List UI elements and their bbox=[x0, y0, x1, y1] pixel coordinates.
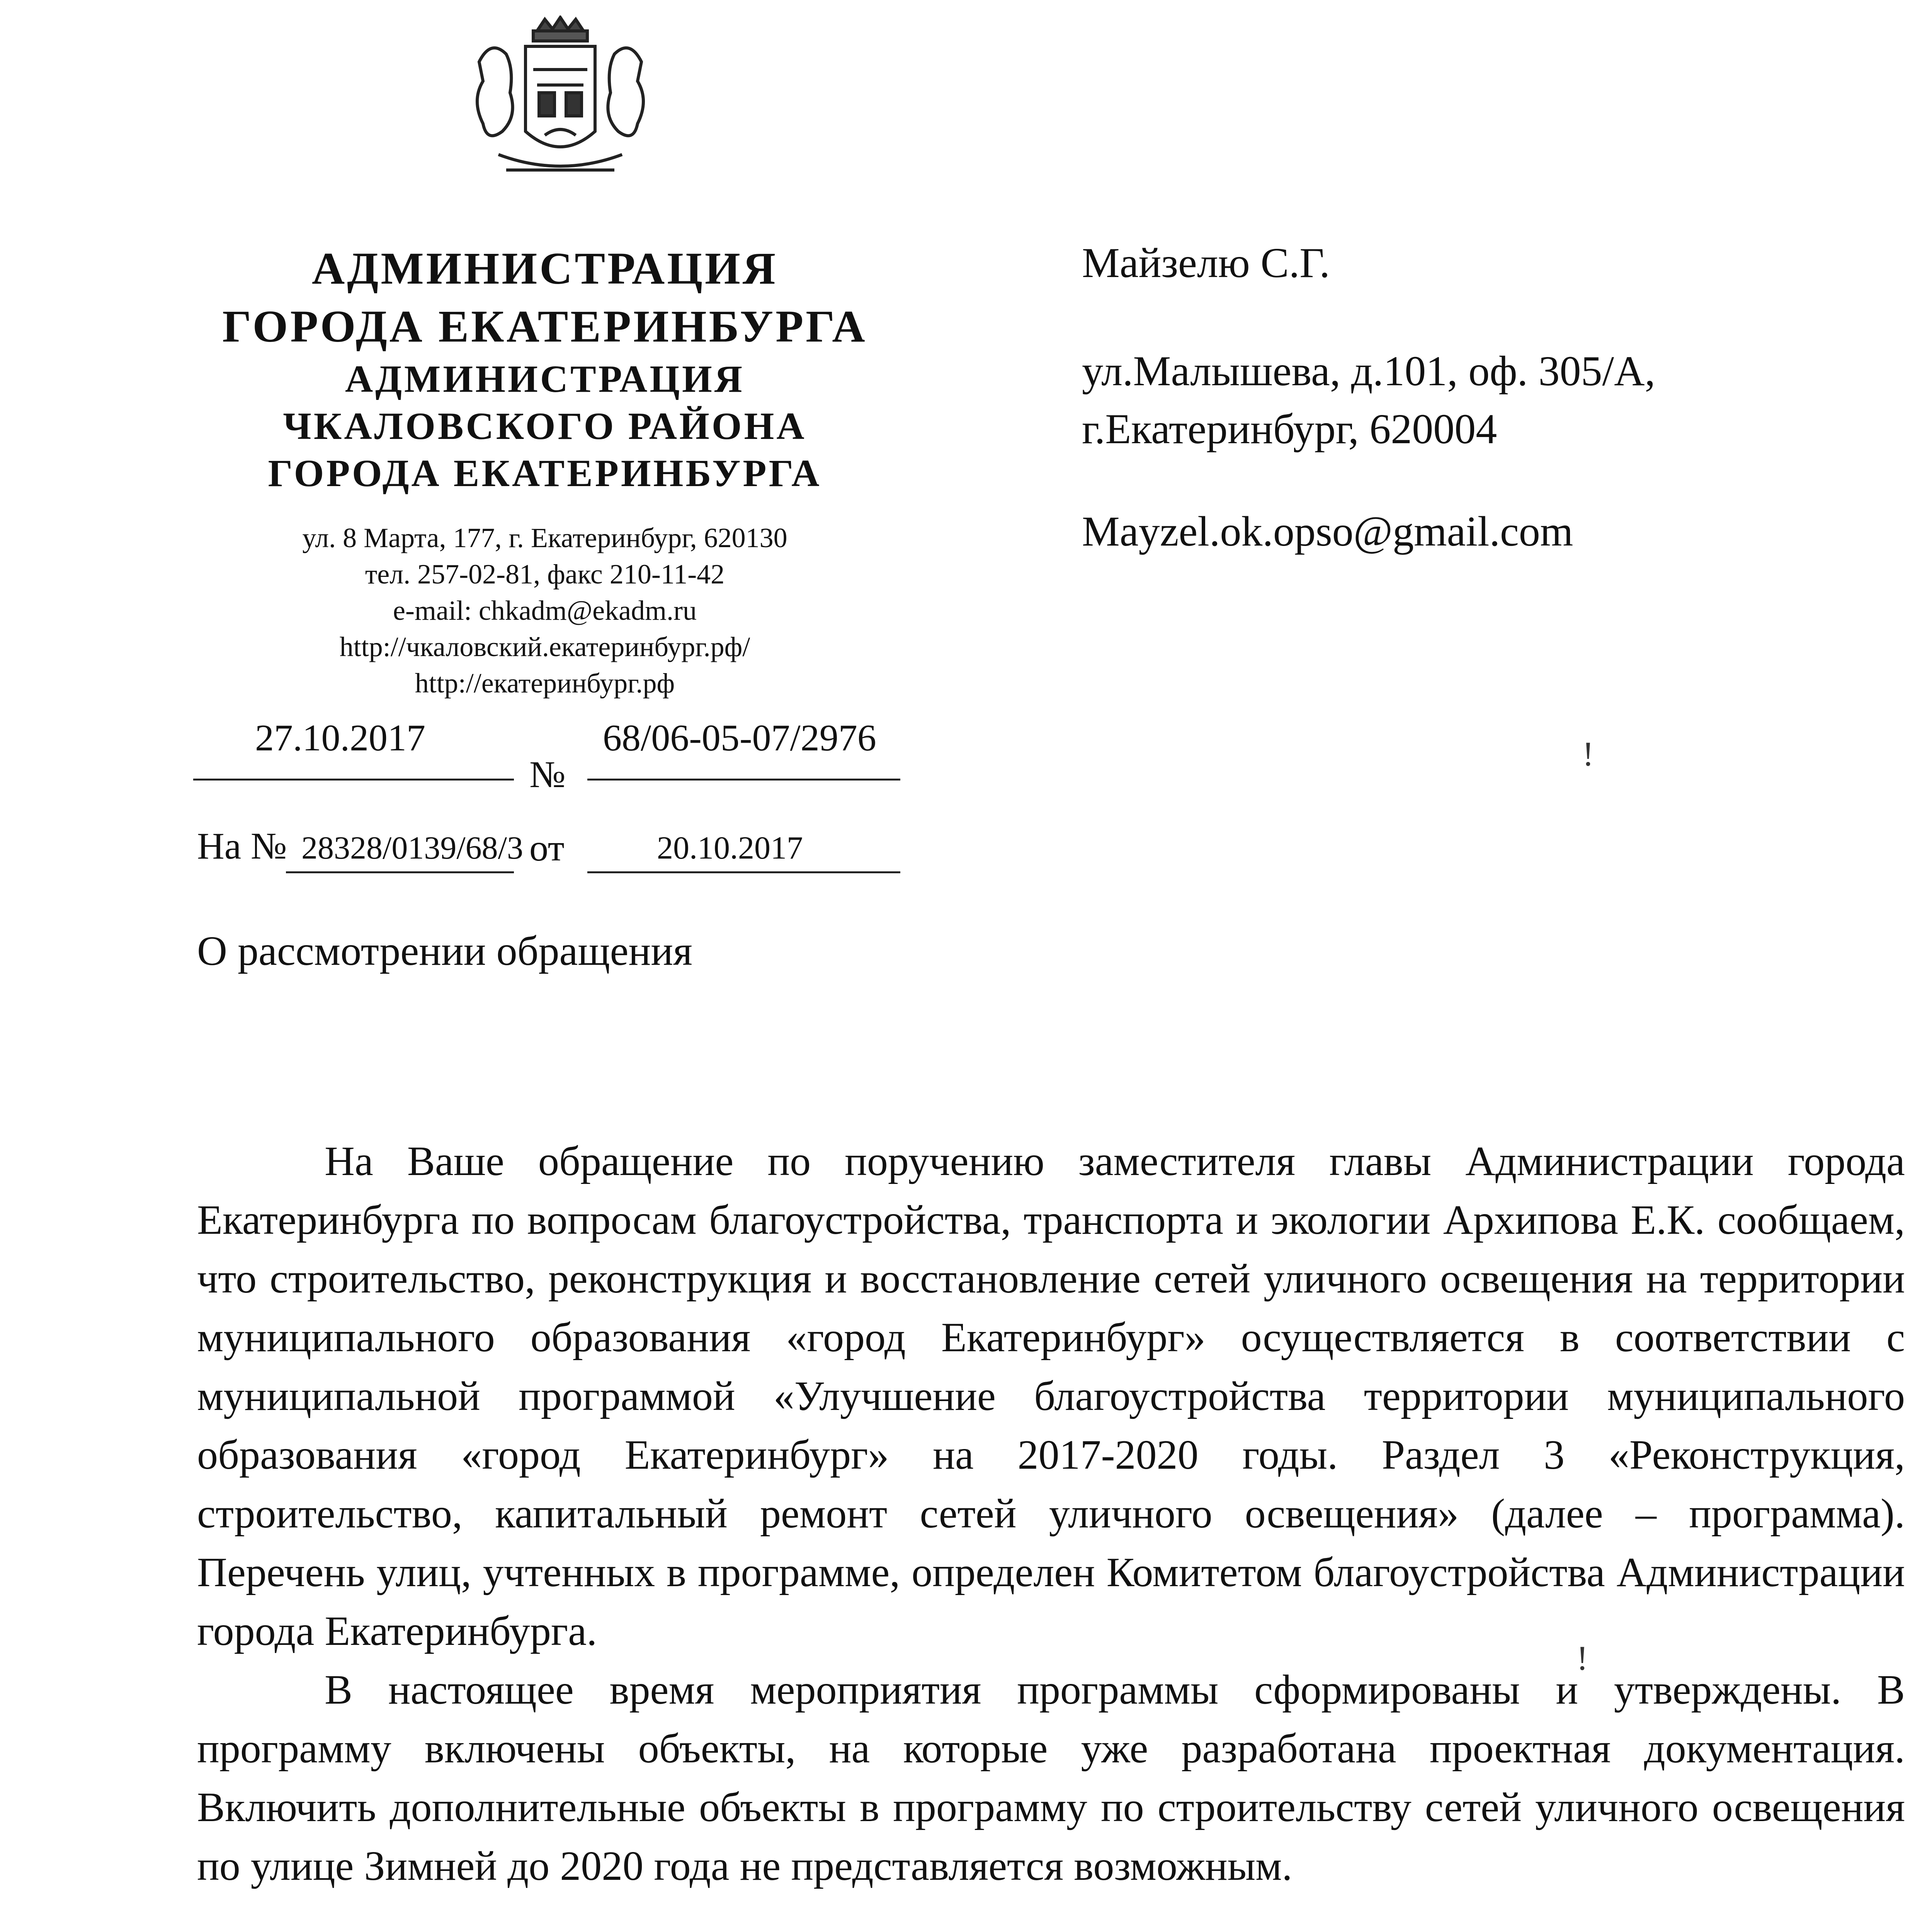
number-sign: № bbox=[529, 754, 566, 796]
contact-email: e-mail: chkadm@ekadm.ru bbox=[393, 595, 697, 626]
suborg-title bbox=[185, 355, 904, 497]
coat-of-arms-emblem bbox=[456, 15, 665, 209]
contact-phone: тел. 257-02-81, факс 210-11-42 bbox=[365, 559, 725, 590]
org-line: ГОРОДА ЕКАТЕРИНБУРГА bbox=[222, 301, 867, 352]
contact-address: ул. 8 Марта, 177, г. Екатеринбург, 620130 bbox=[302, 522, 787, 553]
contact-district-site: http://чкаловский.екатеринбург.рф/ bbox=[339, 631, 750, 662]
recipient-city: г.Екатеринбург, 620004 bbox=[1082, 405, 1497, 452]
letter-subject: О рассмотрении обращения bbox=[197, 928, 692, 974]
org-line: АДМИНИСТРАЦИЯ bbox=[311, 243, 778, 294]
outgoing-date: 27.10.2017 bbox=[255, 717, 425, 759]
outgoing-number: 68/06-05-07/2976 bbox=[603, 717, 876, 759]
date-underline bbox=[193, 779, 514, 781]
tick-mark: ! bbox=[1582, 735, 1594, 773]
reply-from-label: от bbox=[529, 827, 565, 869]
recipient-name: Майзелю С.Г. bbox=[1082, 239, 1330, 286]
reply-number-underline bbox=[286, 871, 514, 873]
recipient-street: ул.Малышева, д.101, оф. 305/А, bbox=[1082, 347, 1656, 395]
reply-date-underline bbox=[587, 871, 900, 873]
suborg-line: АДМИНИСТРАЦИЯ bbox=[345, 357, 745, 400]
recipient-email: Mayzel.ok.opso@gmail.com bbox=[1082, 508, 1573, 555]
letter-body bbox=[197, 1132, 1905, 1896]
org-title bbox=[185, 240, 904, 355]
suborg-line: ЧКАЛОВСКОГО РАЙОНА bbox=[283, 405, 807, 447]
body-paragraph: На Ваше обращение по поручению заместителя главы Администрации города Екатеринбурга по вопросам благоустройства, транспорта и экологии Архипова Е.К. сообщаем, что строительство, реконструкция и восстановление сетей уличного освещения на территории муниципального образования «город Екатеринбург» осуществляется в соответствии с муниципальной программой «Улучшение благоустройства территории муниципального образования «город Екатеринбург» на 2017-2020 годы. Раздел 3 «Реконструкция, строительство, капитальный ремонт сетей уличного освещения» (далее – программа). Перечень улиц, учтенных в программе, определен Комитетом благоустройства Администрации города Екатеринбурга. bbox=[197, 1138, 1905, 1654]
reply-number: 28328/0139/68/3 bbox=[301, 830, 524, 866]
contact-city-site: http://екатеринбург.рф bbox=[415, 668, 675, 699]
org-contacts bbox=[185, 520, 904, 701]
suborg-line: ГОРОДА ЕКАТЕРИНБУРГА bbox=[268, 452, 822, 495]
reply-date: 20.10.2017 bbox=[657, 830, 803, 866]
tick-mark: ! bbox=[1577, 1639, 1588, 1677]
reply-prefix: На № bbox=[197, 825, 287, 867]
body-paragraph: В настоящее время мероприятия программы сформированы и утверждены. В программу включены объекты, на которые уже разработана проектная документация. Включить дополнительные объекты в программу по строительству сетей уличного освещения по улице Зимней до 2020 года не представляется возможным. bbox=[197, 1667, 1905, 1889]
number-underline bbox=[587, 779, 900, 781]
